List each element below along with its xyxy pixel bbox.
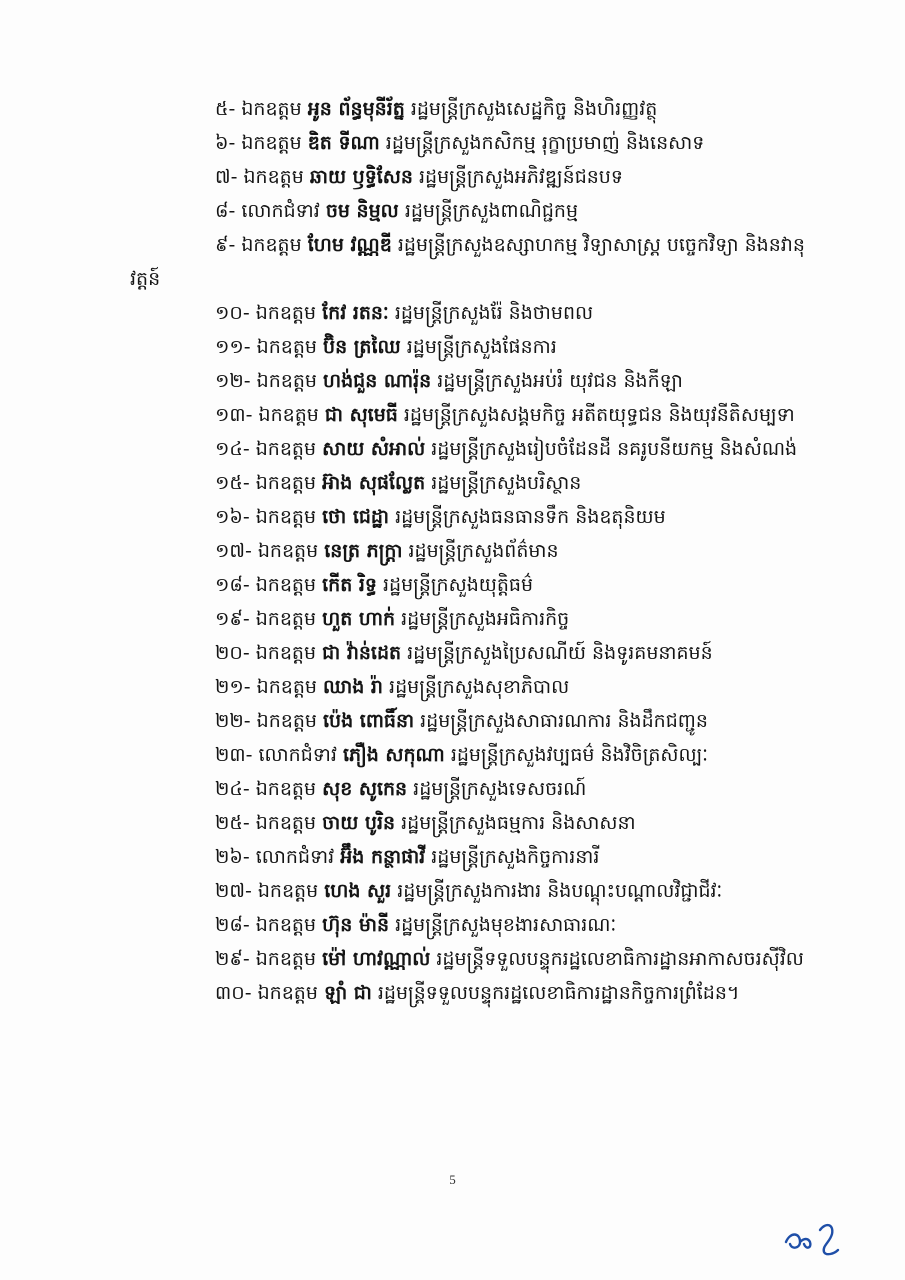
minister-role: រដ្ឋមន្ត្រីក្រសួងធម្មការ និងសាសនា (401, 812, 636, 834)
minister-name: ហែម វណ្ណឌី (307, 234, 392, 256)
minister-name: ចាយ បូរិន (322, 812, 396, 834)
list-item (130, 772, 830, 806)
list-item (130, 568, 830, 602)
page-number: 5 (449, 1172, 456, 1187)
list-item (130, 976, 830, 1010)
honorific: ឯកឧត្តម (257, 540, 319, 562)
minister-name: ម៉ៅ ហាវណ្ណាល់ (322, 948, 431, 970)
entry-number: ៦- (215, 132, 236, 154)
minister-role: រដ្ឋមន្ត្រីក្រសួងពាណិជ្ជកម្ម (404, 200, 579, 222)
minister-role: រដ្ឋមន្ត្រីក្រសួងរ៉ែ និងថាមពល (394, 302, 594, 324)
minister-role: រដ្ឋមន្ត្រីក្រសួងបរិស្ថាន (431, 472, 582, 494)
honorific: ឯកឧត្តម (258, 404, 319, 426)
list-item (130, 194, 830, 228)
honorific: ឯកឧត្តម (241, 234, 302, 256)
minister-role: រដ្ឋមន្ត្រីទទួលបន្ទុករដ្ឋលេខាធិការដ្ឋានកិច្ចការព្រំដែន។ (377, 982, 740, 1004)
list-item (130, 806, 830, 840)
entry-number: ៩- (215, 234, 236, 256)
minister-name: អ៊ាង សុផល្លែត (322, 472, 426, 494)
minister-name: ប៉េង ពោធិ៍នា (323, 710, 415, 732)
list-item (130, 398, 830, 432)
minister-name: ភឿង សកុណា (342, 744, 445, 766)
minister-name: ឡាំ ជា (323, 982, 372, 1004)
honorific: ឯកឧត្តម (255, 608, 317, 630)
minister-role: រដ្ឋមន្ត្រីក្រសួងកិច្ចការនារី (431, 846, 600, 868)
honorific: លោកជំទាវ (258, 744, 337, 766)
honorific: ឯកឧត្តម (257, 982, 318, 1004)
minister-name: នេត្រ ភក្ត្រា (324, 540, 403, 562)
honorific: ឯកឧត្តម (255, 948, 317, 970)
minister-name: ប៊ិន ត្រឈៃ (323, 336, 401, 358)
entry-number: ២៦- (215, 846, 250, 868)
entry-number: ២៨- (215, 914, 250, 936)
honorific: ឯកឧត្តម (255, 778, 317, 800)
entry-number: ៥- (215, 98, 236, 120)
honorific: ឯកឧត្តម (243, 166, 304, 188)
minister-role: រដ្ឋមន្ត្រីក្រសួងអភិវឌ្ឍន៍ជនបទ (419, 166, 623, 188)
entry-number: ១២- (215, 370, 251, 392)
honorific: ឯកឧត្តម (255, 302, 317, 324)
minister-name: ហួត ហាក់ (322, 608, 396, 630)
minister-role: រដ្ឋមន្ត្រីក្រសួងយុត្តិធម៌ (383, 574, 534, 596)
list-item (130, 704, 830, 738)
entry-number: ១០- (215, 302, 250, 324)
minister-role: រដ្ឋមន្ត្រីក្រសួងឧស្សាហកម្ម វិទ្យាសាស្ត្រ បច្ចេកវិទ្យា និងនវានុវត្តន៍ (130, 234, 805, 290)
entry-number: ៣០- (215, 982, 252, 1004)
entry-number: ២៩- (215, 948, 250, 970)
list-item (130, 228, 830, 296)
honorific: ឯកឧត្តម (256, 370, 317, 392)
list-item (130, 738, 830, 772)
minister-role: រដ្ឋមន្ត្រីក្រសួងប្រៃសណីយ៍ និងទូរគមនាគមន៍ (407, 642, 713, 664)
minister-role: រដ្ឋមន្ត្រីក្រសួងមុខងារសាធារណៈ (395, 914, 617, 936)
minister-role: រដ្ឋមន្ត្រីក្រសួងសេដ្ឋកិច្ច និងហិរញ្ញវត្ថុ (410, 98, 658, 120)
honorific: ឯកឧត្តម (256, 710, 317, 732)
entry-number: ២៣- (215, 744, 253, 766)
minister-name: ហេង សួរ (324, 880, 392, 902)
minister-name: អូន ព័ន្ធមុនីរ័ត្ន (307, 98, 405, 120)
minister-role: រដ្ឋមន្ត្រីទទួលបន្ទុករដ្ឋលេខាធិការដ្ឋានអាកាសចរស៊ីវិល (436, 948, 804, 970)
minister-name: ឌិត ទីណា (307, 132, 380, 154)
list-item (130, 942, 830, 976)
list-item (130, 500, 830, 534)
entry-number: ១៦- (215, 506, 250, 528)
minister-role: រដ្ឋមន្ត្រីក្រសួងវប្បធម៌ និងវិចិត្រសិល្បៈ (450, 744, 709, 766)
entry-number: ២០- (215, 642, 250, 664)
honorific: ឯកឧត្តម (255, 506, 317, 528)
minister-name: សុខ សូកេន (322, 778, 408, 800)
minister-name: កើត រិទ្ធ (322, 574, 377, 596)
minister-role: រដ្ឋមន្ត្រីក្រសួងអប់រំ យុវជន និងកីឡា (437, 370, 683, 392)
handwritten-mark-icon (782, 1216, 852, 1260)
minister-name: ជា វ៉ាន់ដេត (322, 642, 402, 664)
list-item (130, 636, 830, 670)
minister-name: ហ៊ុន ម៉ានី (322, 914, 390, 936)
minister-role: រដ្ឋមន្ត្រីក្រសួងកសិកម្ម រុក្ខាប្រមាញ់ និងនេសាទ (385, 132, 705, 154)
honorific: លោកជំទាវ (255, 846, 335, 868)
honorific: ឯកឧត្តម (257, 880, 319, 902)
entry-number: ១៧- (215, 540, 252, 562)
list-item (130, 296, 830, 330)
minister-name: អ៊ឹង កន្ថាផាវី (340, 846, 426, 868)
honorific: ឯកឧត្តម (256, 336, 317, 358)
minister-name: ហង់ជួន ណារ៉ុន (323, 370, 432, 392)
minister-name: ជា សុមេធី (324, 404, 398, 426)
minister-name: ថោ ជេដ្ឋា (322, 506, 390, 528)
minister-role: រដ្ឋមន្ត្រីក្រសួងសាធារណការ និងដឹកជញ្ជូន (420, 710, 708, 732)
list-item (130, 840, 830, 874)
minister-role: រដ្ឋមន្ត្រីក្រសួងការងារ និងបណ្តុះបណ្តាលវិជ្ជាជីវៈ (397, 880, 723, 902)
minister-role: រដ្ឋមន្ត្រីក្រសួងធនធានទឹក និងឧតុនិយម (395, 506, 666, 528)
list-item (130, 602, 830, 636)
entry-number: ១៤- (215, 438, 250, 460)
honorific: ឯកឧត្តម (241, 132, 302, 154)
entry-number: ១៩- (215, 608, 250, 630)
list-item (130, 670, 830, 704)
list-item (130, 534, 830, 568)
minister-name: សាយ សំអាល់ (322, 438, 426, 460)
minister-role: រដ្ឋមន្ត្រីក្រសួងរៀបចំដែនដី នគរូបនីយកម្ម និងសំណង់ (431, 438, 798, 460)
entry-number: ២២- (215, 710, 251, 732)
minister-name: កែវ រតនៈ (322, 302, 389, 324)
honorific: ឯកឧត្តម (255, 574, 317, 596)
minister-name: ចម និម្មល (325, 200, 399, 222)
honorific: លោកជំទាវ (241, 200, 320, 222)
minister-name: ឆាយ ឫទ្ធិសែន (309, 166, 413, 188)
minister-role: រដ្ឋមន្ត្រីក្រសួងសង្គមកិច្ច អតីតយុទ្ធជន និងយុវនីតិសម្បទា (403, 404, 795, 426)
entry-number: ២១- (215, 676, 251, 698)
minister-role: រដ្ឋមន្ត្រីក្រសួងសុខាភិបាល (389, 676, 570, 698)
minister-list (130, 92, 830, 1010)
minister-role: រដ្ឋមន្ត្រីក្រសួងផែនការ (406, 336, 557, 358)
entry-number: ១៣- (215, 404, 253, 426)
entry-number: ២៥- (215, 812, 250, 834)
list-item (130, 92, 830, 126)
honorific: ឯកឧត្តម (255, 472, 317, 494)
entry-number: ១៥- (215, 472, 250, 494)
entry-number: ១៨- (215, 574, 250, 596)
entry-number: ១១- (215, 336, 251, 358)
list-item (130, 908, 830, 942)
minister-name: ឈាង រ៉ា (323, 676, 383, 698)
list-item (130, 466, 830, 500)
honorific: ឯកឧត្តម (255, 914, 317, 936)
honorific: ឯកឧត្តម (255, 438, 317, 460)
list-item (130, 874, 830, 908)
entry-number: ២៧- (215, 880, 252, 902)
honorific: ឯកឧត្តម (255, 812, 317, 834)
list-item (130, 126, 830, 160)
minister-role: រដ្ឋមន្ត្រីក្រសួងអធិការកិច្ច (401, 608, 570, 630)
list-item (130, 432, 830, 466)
minister-role: រដ្ឋមន្ត្រីក្រសួងទេសចរណ៍ (413, 778, 587, 800)
honorific: ឯកឧត្តម (256, 676, 317, 698)
minister-role: រដ្ឋមន្ត្រីក្រសួងព័ត៌មាន (408, 540, 559, 562)
entry-number: ៨- (215, 200, 236, 222)
list-item (130, 160, 830, 194)
entry-number: ២៤- (215, 778, 250, 800)
entry-number: ៧- (215, 166, 238, 188)
honorific: ឯកឧត្តម (241, 98, 302, 120)
honorific: ឯកឧត្តម (255, 642, 317, 664)
list-item (130, 364, 830, 398)
list-item (130, 330, 830, 364)
